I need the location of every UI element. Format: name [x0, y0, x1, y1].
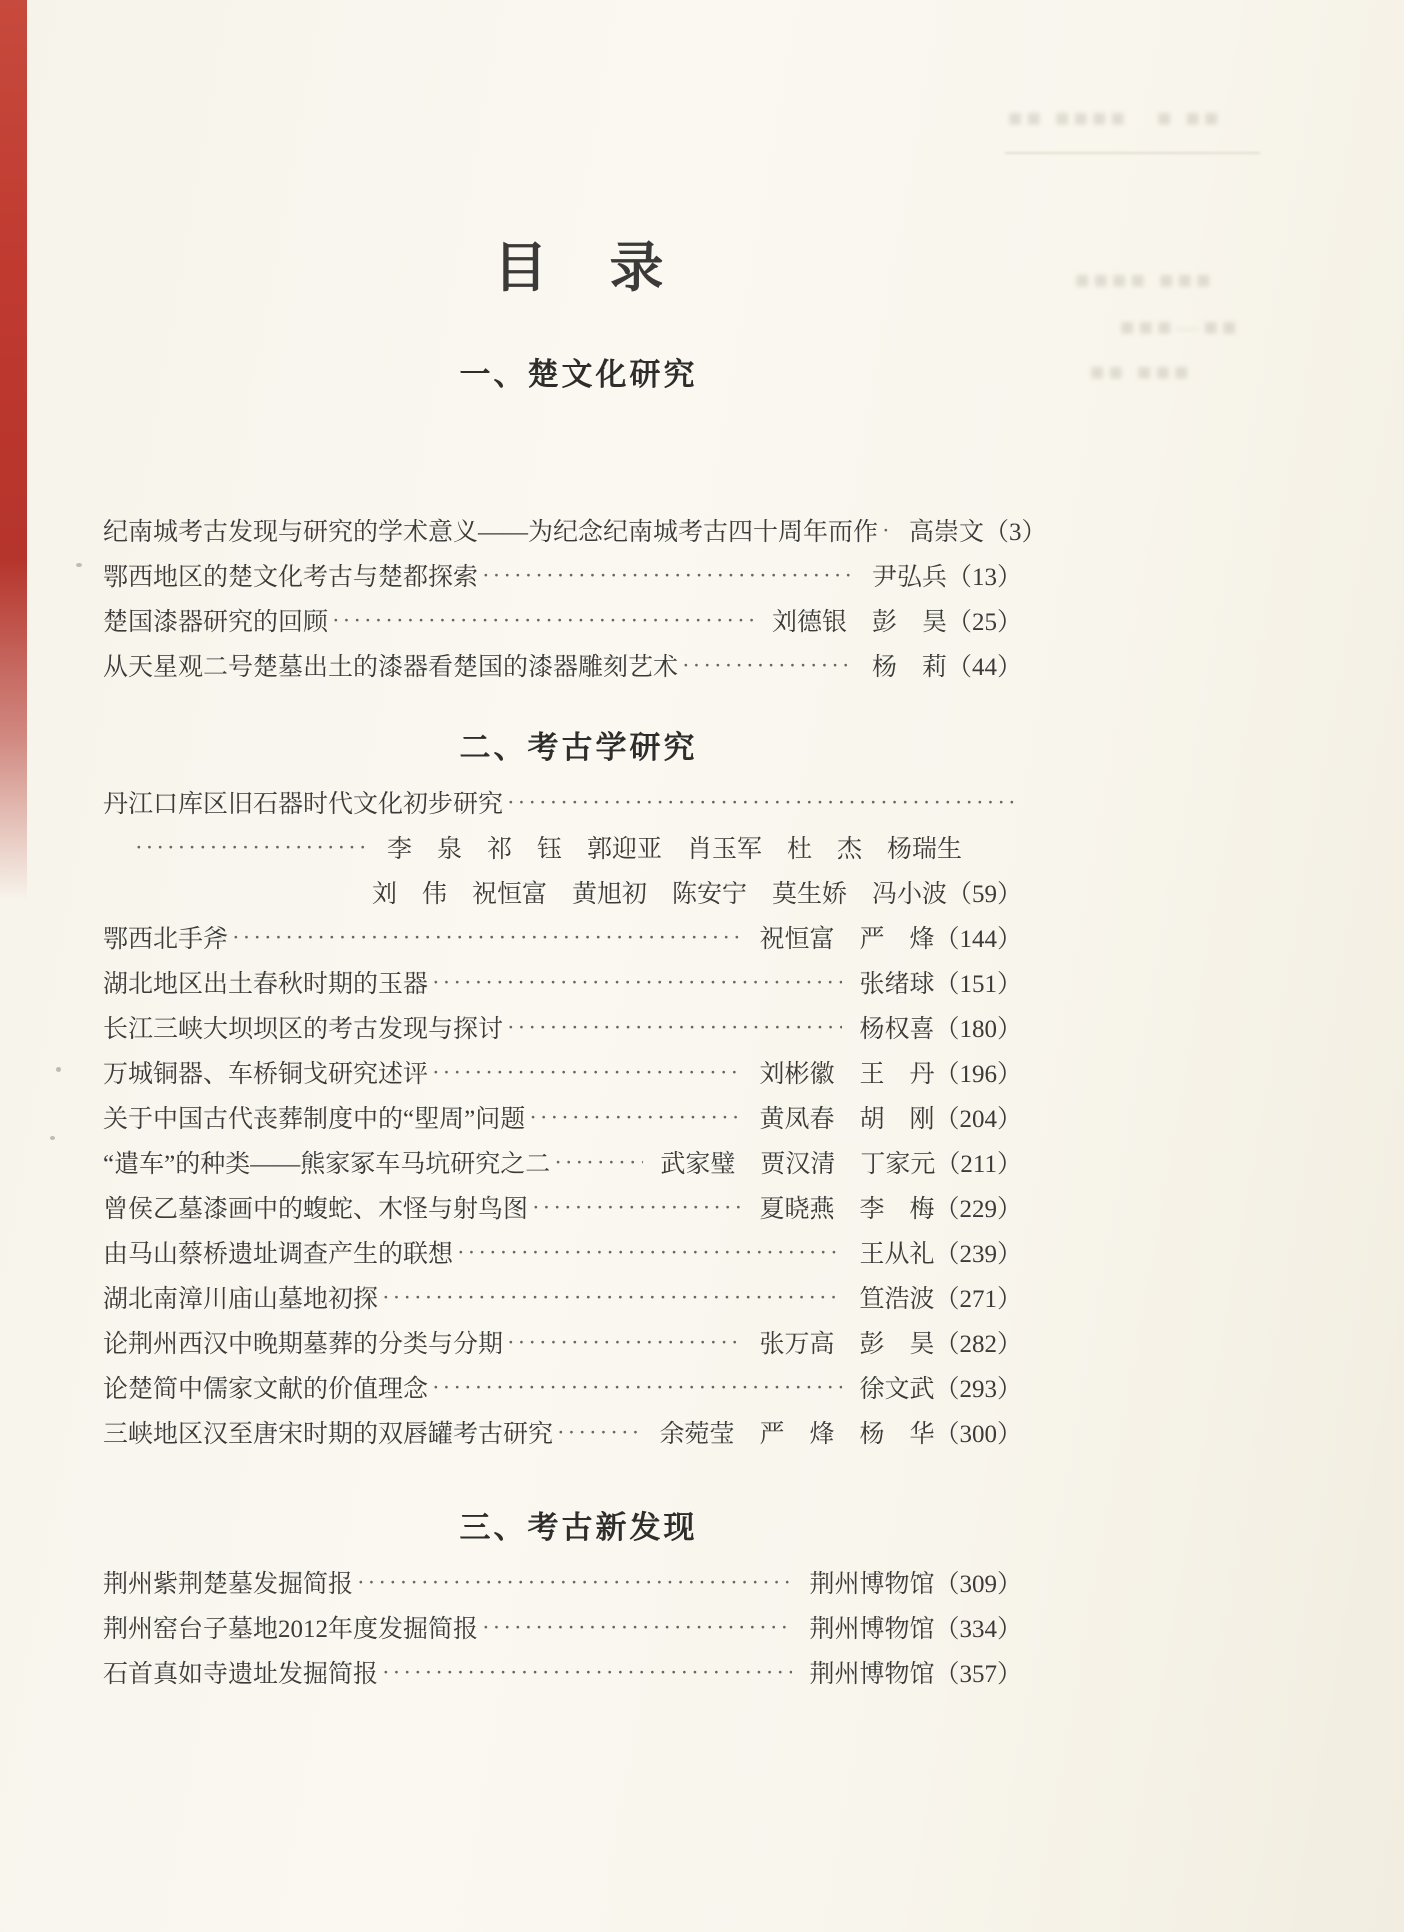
toc-entry: [103, 1562, 1022, 1607]
show-through-rule: [1005, 152, 1260, 154]
entry-title: 鄂西北手斧: [103, 926, 229, 953]
entry-title: 由马山蔡桥遗址调查产生的联想: [103, 1241, 454, 1268]
entry-authors: 祝恒富 严 烽: [759, 926, 935, 953]
entry-page-number: （3）: [984, 519, 1047, 546]
entry-title: 万城铜器、车桥铜戈研究述评: [103, 1061, 429, 1088]
entry-page-number: （300）: [934, 1421, 1022, 1448]
entry-title: 荆州紫荆楚墓发掘简报: [103, 1571, 354, 1598]
entry-authors: 刘 伟 祝恒富 黄旭初 陈安宁 莫生娇 冯小波: [371, 881, 947, 908]
dot-leader: [457, 1230, 842, 1275]
entry-page-number: （59）: [946, 881, 1022, 908]
entry-authors: 尹弘兵: [871, 564, 947, 591]
entry-page-number: （180）: [934, 1016, 1022, 1043]
dot-leader: [432, 960, 842, 1005]
dot-leader: [357, 1560, 792, 1605]
dot-leader: [557, 1410, 642, 1455]
entry-page-number: （357）: [934, 1661, 1022, 1688]
toc-entry: [103, 1097, 1022, 1142]
entry-title: 曾侯乙墓漆画中的蝮蛇、木怪与射鸟图: [103, 1196, 529, 1223]
dot-leader: [529, 1095, 742, 1140]
scan-speck: [76, 563, 82, 567]
dot-leader: [332, 598, 755, 643]
entry-title: 湖北南漳川庙山墓地初探: [103, 1286, 379, 1313]
entry-authors: 黄凤春 胡 刚: [759, 1106, 935, 1133]
entry-authors: 余菀莹 严 烽 杨 华: [659, 1421, 935, 1448]
entry-page-number: （334）: [934, 1616, 1022, 1643]
toc-entry: [103, 1277, 1022, 1322]
entry-authors: 杨权喜: [859, 1016, 935, 1043]
show-through-text: ■■■—■■: [1120, 315, 1241, 341]
dot-leader: [507, 780, 1017, 825]
entry-authors: 张万高 彭 昊: [759, 1331, 935, 1358]
scan-red-edge-strip: [0, 0, 27, 900]
toc-entry: [103, 510, 1047, 555]
entry-authors: 荆州博物馆: [809, 1616, 935, 1643]
toc-entry: [103, 1142, 1022, 1187]
toc-entry: [103, 1412, 1022, 1457]
entry-authors: 杨 莉: [871, 654, 947, 681]
toc-entry: [103, 1052, 1022, 1097]
entry-authors: 高崇文: [909, 519, 985, 546]
show-through-text: ■■ ■■■■ ■ ■■: [1008, 106, 1223, 132]
entry-page-number: （229）: [934, 1196, 1022, 1223]
entry-title: 湖北地区出土春秋时期的玉器: [103, 971, 429, 998]
entry-authors: 李 泉 祁 钰 郭迎亚 肖玉军 杜 杰 杨瑞生: [386, 836, 962, 863]
toc-entry: [103, 1322, 1022, 1367]
entry-title: 荆州窑台子墓地2012年度发掘简报: [103, 1616, 479, 1643]
entry-authors: 荆州博物馆: [809, 1661, 935, 1688]
dot-leader: [554, 1140, 643, 1185]
section-3-entries: [103, 1562, 1022, 1697]
entry-page-number: （196）: [934, 1061, 1022, 1088]
toc-entry: [103, 782, 1022, 827]
section-heading-3: 三、考古新发现: [459, 1510, 698, 1545]
dot-leader: [532, 1185, 742, 1230]
dot-leader: [382, 1650, 792, 1695]
entry-authors: 笪浩波: [859, 1286, 935, 1313]
entry-title: 石首真如寺遗址发掘简报: [103, 1661, 379, 1688]
entry-title: 纪南城考古发现与研究的学术意义——为纪念纪南城考古四十周年而作: [103, 519, 879, 546]
entry-authors: 荆州博物馆: [809, 1571, 935, 1598]
entry-title: 论荆州西汉中晚期墓葬的分类与分期: [103, 1331, 504, 1358]
dot-leader: [382, 1275, 842, 1320]
dot-leader: [482, 553, 855, 598]
entry-title: 丹江口库区旧石器时代文化初步研究: [103, 791, 504, 818]
page-title: [119, 238, 1038, 298]
show-through-text: ■■■■ ■■■: [1075, 268, 1215, 294]
entry-title: 鄂西地区的楚文化考古与楚都探索: [103, 564, 479, 591]
section-heading-2: 二、考古学研究: [459, 730, 698, 765]
entry-authors: 刘德银 彭 昊: [771, 609, 947, 636]
entry-page-number: （204）: [934, 1106, 1022, 1133]
entry-authors: 张绪球: [859, 971, 935, 998]
dot-leader: [232, 915, 742, 960]
toc-entry: [103, 1607, 1022, 1652]
entry-title: 论楚简中儒家文献的价值理念: [103, 1376, 429, 1403]
dot-leader: [432, 1050, 742, 1095]
section-heading-1: 一、楚文化研究: [459, 357, 698, 392]
dot-leader: [507, 1320, 742, 1365]
toc-entry: [103, 917, 1022, 962]
entry-page-number: （309）: [934, 1571, 1022, 1598]
dot-leader: [507, 1005, 842, 1050]
dot-leader: [882, 508, 892, 553]
scan-speck: [56, 1067, 61, 1072]
toc-entry: [103, 1187, 1022, 1232]
dot-leader: [682, 643, 855, 688]
entry-title: 楚国漆器研究的回顾: [103, 609, 329, 636]
toc-entry: [103, 600, 1022, 645]
dot-leader: [135, 825, 370, 870]
entry-page-number: （282）: [934, 1331, 1022, 1358]
entry-page-number: （271）: [934, 1286, 1022, 1313]
entry-authors: 刘彬徽 王 丹: [759, 1061, 935, 1088]
toc-entry: [103, 555, 1022, 600]
entry-title: 三峡地区汉至唐宋时期的双唇罐考古研究: [103, 1421, 554, 1448]
entry-authors: 武家璧 贾汉清 丁家元: [660, 1151, 936, 1178]
entry-page-number: （144）: [934, 926, 1022, 953]
entry-page-number: （25）: [946, 609, 1022, 636]
scan-speck: [50, 1136, 55, 1140]
entry-title: “遣车”的种类——熊家冢车马坑研究之二: [103, 1151, 551, 1178]
toc-entry: [103, 962, 1022, 1007]
dot-leader: [432, 1365, 842, 1410]
entry-title: 关于中国古代丧葬制度中的“堲周”问题: [103, 1106, 526, 1133]
toc-entry: [103, 1232, 1022, 1277]
show-through-text: ■■ ■■■: [1090, 360, 1193, 386]
section-2-entries: [103, 782, 1022, 1457]
page-title-char: 录: [609, 238, 664, 298]
entry-authors: 徐文武: [859, 1376, 935, 1403]
toc-entry: [103, 1367, 1022, 1412]
page-title-char: 目: [493, 238, 548, 298]
entry-page-number: （211）: [935, 1151, 1022, 1178]
entry-page-number: （13）: [946, 564, 1022, 591]
entry-page-number: （44）: [946, 654, 1022, 681]
toc-entry-authors-continuation: [103, 872, 1022, 917]
entry-title: 从天星观二号楚墓出土的漆器看楚国的漆器雕刻艺术: [103, 654, 679, 681]
entry-page-number: （151）: [934, 971, 1022, 998]
entry-authors: 王从礼: [859, 1241, 935, 1268]
dot-leader: [482, 1605, 792, 1650]
section-1-entries: [103, 510, 1047, 690]
entry-title: 长江三峡大坝坝区的考古发现与探讨: [103, 1016, 504, 1043]
entry-page-number: （293）: [934, 1376, 1022, 1403]
toc-entry: [103, 645, 1022, 690]
entry-page-number: （239）: [934, 1241, 1022, 1268]
toc-entry: [103, 1652, 1022, 1697]
entry-authors: 夏晓燕 李 梅: [759, 1196, 935, 1223]
toc-entry-authors-continuation: [103, 827, 1022, 872]
toc-entry: [103, 1007, 1022, 1052]
